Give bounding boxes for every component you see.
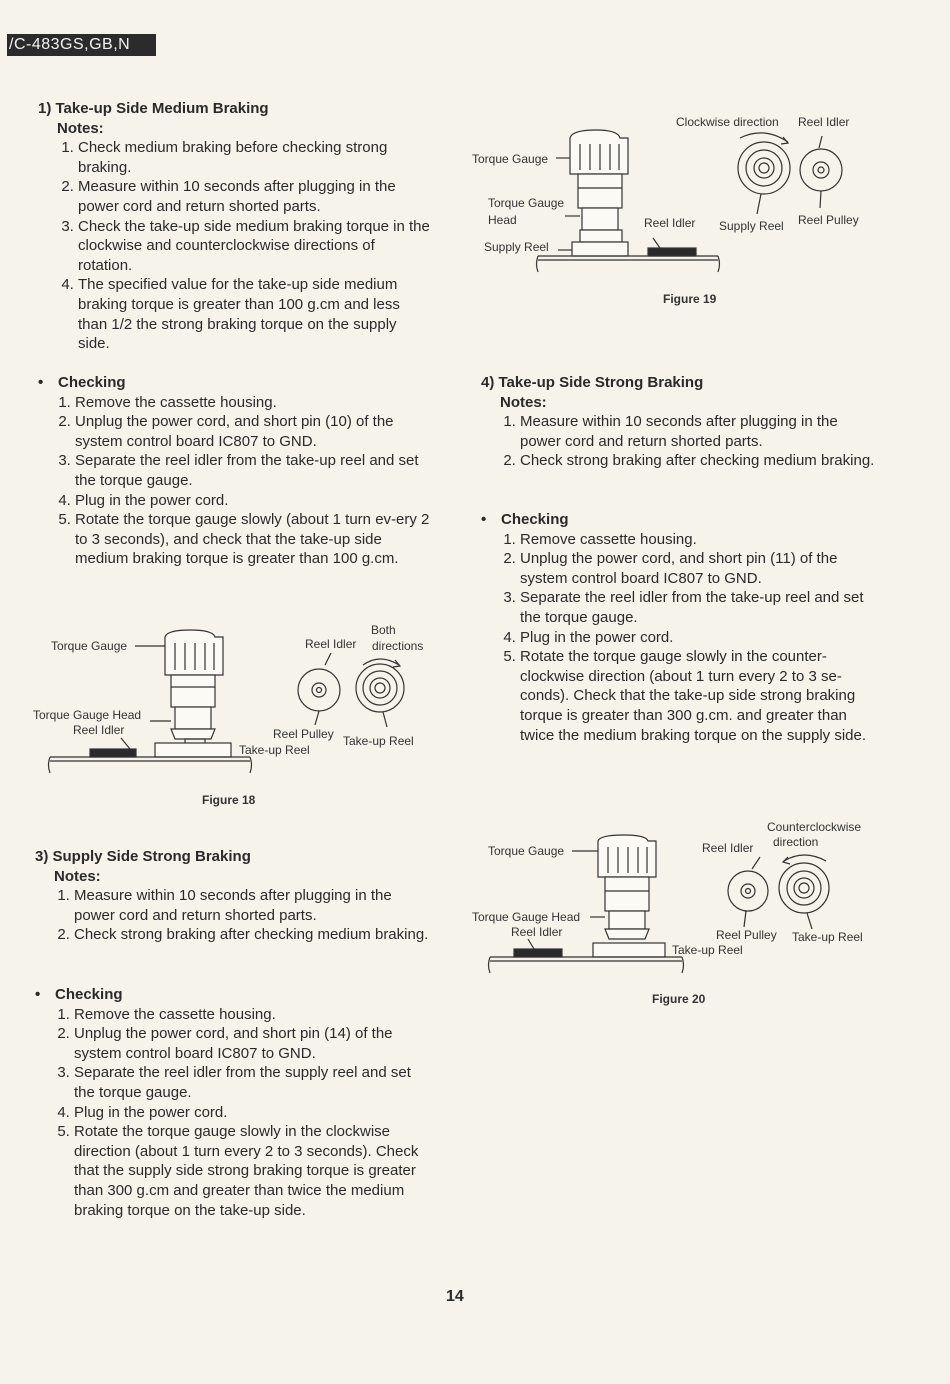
label-torque-gauge-head-line2: Head (488, 213, 517, 227)
label-counterclockwise: Counterclockwise (767, 820, 862, 834)
label-takeup-reel-bottom: Take-up Reel (239, 743, 310, 757)
notes-label: Notes: (54, 867, 101, 885)
section-takeup-medium-checking (38, 373, 432, 569)
notes-list (38, 138, 432, 354)
label-reel-pulley: Reel Pulley (716, 928, 777, 942)
checking-heading (481, 510, 875, 530)
label-clockwise-direction: Clockwise direction (676, 115, 779, 129)
label-reel-idler: Reel Idler (511, 925, 563, 939)
checking-label: Checking (58, 374, 126, 391)
label-reel-pulley: Reel Pulley (798, 213, 859, 227)
step-item: 2. Unplug the power cord, and short pin (10) of the system control board IC807 to GND. (75, 412, 432, 451)
step-item: 5. Rotate the torque gauge slowly in the counter-clockwise direction (about 1 turn every 2 to 3 se-conds). Check that the take-up side strong braking torque is greater than 300 g.cm. and greater than twice the medium braking torque on the supply side. (520, 647, 875, 745)
step-item: 1. Remove the cassette housing. (74, 1005, 429, 1025)
label-direction: direction (773, 835, 819, 849)
checking-heading (35, 985, 429, 1005)
note-item: 1. Measure within 10 seconds after plugging in the power cord and return shorted parts. (74, 886, 429, 925)
section-title: 3) Supply Side Strong Braking (35, 848, 251, 865)
section-supply-strong-checking (35, 985, 429, 1220)
label-reel-idler-top: Reel Idler (305, 637, 357, 651)
section-supply-strong-braking (35, 847, 429, 945)
figure-20-caption: Figure 20 (652, 992, 706, 1006)
label-torque-gauge: Torque Gauge (472, 152, 549, 166)
step-item: 1. Remove the cassette housing. (75, 393, 432, 413)
notes-label: Notes: (57, 119, 104, 137)
section-takeup-medium-braking (38, 99, 432, 354)
label-torque-gauge-head: Torque Gauge Head (33, 708, 142, 722)
note-item: 2. Check strong braking after checking medium braking. (74, 925, 429, 945)
figure-19-diagram (468, 110, 878, 310)
notes-label: Notes: (500, 393, 547, 411)
label-takeup-reel-right: Take-up Reel (792, 930, 863, 944)
step-item: 5. Rotate the torque gauge slowly in the clockwise direction (about 1 turn every 2 to 3 seconds). Check that the supply side strong braking torque is greater than 300 g.cm and greater than twice the medium braking torque on the take-up side. (74, 1122, 429, 1220)
label-reel-idler-top: Reel Idler (798, 115, 850, 129)
label-reel-idler: Reel Idler (644, 216, 696, 230)
label-torque-gauge-head-line1: Torque Gauge (488, 196, 565, 210)
label-torque-gauge-head: Torque Gauge Head (472, 910, 581, 924)
label-reel-pulley: Reel Pulley (273, 727, 334, 741)
figure-19-caption: Figure 19 (663, 292, 717, 306)
figure-18 (25, 615, 445, 810)
label-torque-gauge: Torque Gauge (488, 844, 565, 858)
note-item: 1. Check medium braking before checking strong braking. (78, 138, 432, 177)
note-item: 2. Measure within 10 seconds after plugging in the power cord and return shorted parts. (78, 177, 432, 216)
label-reel-idler-top: Reel Idler (702, 841, 754, 855)
section-title: 1) Take-up Side Medium Braking (38, 100, 269, 117)
label-both: Both (371, 623, 396, 637)
label-reel-idler: Reel Idler (73, 723, 125, 737)
step-item: 3. Separate the reel idler from the take-up reel and set the torque gauge. (75, 451, 432, 490)
label-supply-reel-left: Supply Reel (484, 240, 549, 254)
step-item: 3. Separate the reel idler from the take-up reel and set the torque gauge. (520, 588, 875, 627)
step-item: 2. Unplug the power cord, and short pin (11) of the system control board IC807 to GND. (520, 549, 875, 588)
checking-label: Checking (501, 511, 569, 528)
figure-20 (470, 815, 880, 1010)
note-item: 1. Measure within 10 seconds after plugging in the power cord and return shorted parts. (520, 412, 875, 451)
label-takeup-reel-right: Take-up Reel (343, 734, 414, 748)
checking-heading (38, 373, 432, 393)
steps-list (35, 1005, 429, 1221)
figure-18-caption: Figure 18 (202, 793, 256, 807)
bullet-icon: • (481, 511, 487, 528)
notes-list (35, 886, 429, 945)
step-item: 2. Unplug the power cord, and short pin (14) of the system control board IC807 to GND. (74, 1024, 429, 1063)
bullet-icon: • (35, 986, 41, 1003)
model-number-tag: /C-483GS,GB,N (7, 34, 156, 56)
label-torque-gauge: Torque Gauge (51, 639, 128, 653)
label-supply-reel-right: Supply Reel (719, 219, 784, 233)
bullet-icon: • (38, 374, 44, 391)
steps-list (481, 530, 875, 746)
step-item: 3. Separate the reel idler from the supply reel and set the torque gauge. (74, 1063, 429, 1102)
section-title: 4) Take-up Side Strong Braking (481, 374, 704, 391)
note-item: 3. Check the take-up side medium braking torque in the clockwise and counterclockwise directions of rotation. (78, 217, 432, 276)
note-item: 4. The specified value for the take-up side medium braking torque is greater than 100 g.cm and less than 1/2 the strong braking torque on the supply side. (78, 275, 432, 353)
label-directions: directions (372, 639, 424, 653)
step-item: 4. Plug in the power cord. (520, 628, 875, 648)
step-item: 4. Plug in the power cord. (75, 491, 432, 511)
page-number: 14 (446, 1288, 464, 1305)
step-item: 1. Remove cassette housing. (520, 530, 875, 550)
step-item: 4. Plug in the power cord. (74, 1103, 429, 1123)
steps-list (38, 393, 432, 569)
step-item: 5. Rotate the torque gauge slowly (about 1 turn ev-ery 2 to 3 seconds), and check that the take-up side medium braking torque is greater than 100 g.cm. (75, 510, 432, 569)
section-takeup-strong-checking (481, 510, 875, 745)
label-takeup-reel-bottom: Take-up Reel (672, 943, 743, 957)
figure-19 (468, 110, 878, 310)
section-takeup-strong-braking (481, 373, 875, 471)
checking-label: Checking (55, 986, 123, 1003)
notes-list (481, 412, 875, 471)
note-item: 2. Check strong braking after checking medium braking. (520, 451, 875, 471)
